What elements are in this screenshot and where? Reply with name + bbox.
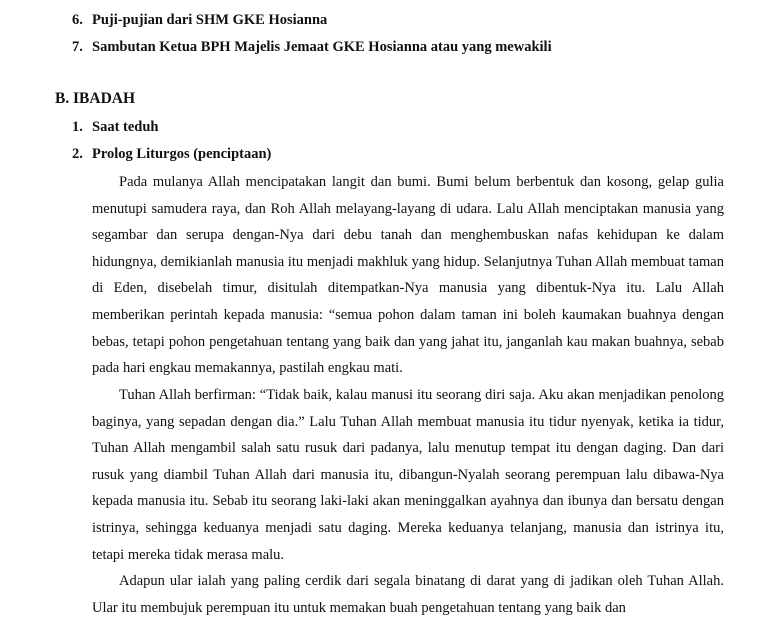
list-number: 6.	[72, 12, 83, 28]
list-number: 7.	[72, 39, 83, 55]
paragraph-penolong: Tuhan Allah berfirman: “Tidak baik, kalau manusi itu seorang diri saja. Aku akan menjadikan penolong baginya, yang sepadan dengan dia.” Lalu Tuhan Allah membuat manusia itu tidur nyenyak, ketika ia tidur, Tuhan Allah mengambil salah satu rusuk dari padanya, lalu menutup tempat itu dengan daging. Dan dari rusuk yang diambil Tuhan Allah dari manusia itu, dibangun-Nyalah seorang perempuan lalu dibawa-Nya kepada manusia itu. Sebab itu seorang laki-laki akan meninggalkan ayahnya dan ibunya dan bersatu dengan istrinya, sehingga keduanya menjadi satu daging. Mereka keduanya telanjang, manusia dan istrinya itu, tetapi mereka tidak merasa malu.	[92, 387, 724, 563]
list-item-text: Saat teduh	[92, 119, 159, 135]
list-item-text: Puji-pujian dari SHM GKE Hosianna	[92, 12, 328, 28]
paragraph-penciptaan: Pada mulanya Allah mencipatakan langit dan bumi. Bumi belum berbentuk dan kosong, gelap gulia menutupi samudera raya, dan Roh Allah melayang-layang di udara. Lalu Allah menciptakan manusia yang segambar dan serupa dengan-Nya dari debu tanah dan menghembuskan nafas kehidupan ke dalam hidungnya, demikianlah manusia itu menjadi makhluk yang hidup. Selanjutnya Tuhan Allah membuat taman di Eden, disebelah timur, disitulah ditempatkan-Nya manusia yang dibentuk-Nya itu. Lalu Allah memberikan perintah kepada manusia: “semua pohon dalam taman ini boleh kaumakan buahnya dengan bebas, tetapi pohon pengetahuan tentang yang baik dan yang jahat itu, janganlah kau makan buahnya, sebab pada hari engkau memakannya, pastilah engkau mati.	[92, 174, 724, 377]
section-letter: B.	[55, 90, 70, 107]
list-number: 1.	[72, 119, 83, 135]
list-item-text: Sambutan Ketua BPH Majelis Jemaat GKE Hosianna atau yang mewakili	[92, 39, 552, 55]
list-number: 2.	[72, 146, 83, 162]
section-title: IBADAH	[73, 90, 136, 107]
list-item-text: Prolog Liturgos (penciptaan)	[92, 146, 272, 162]
paragraph-ular: Adapun ular ialah yang paling cerdik dari segala binatang di darat yang di jadikan oleh Tuhan Allah. Ular itu membujuk perempuan itu untuk memakan buah pengetahuan tentang yang baik dan	[92, 573, 724, 616]
